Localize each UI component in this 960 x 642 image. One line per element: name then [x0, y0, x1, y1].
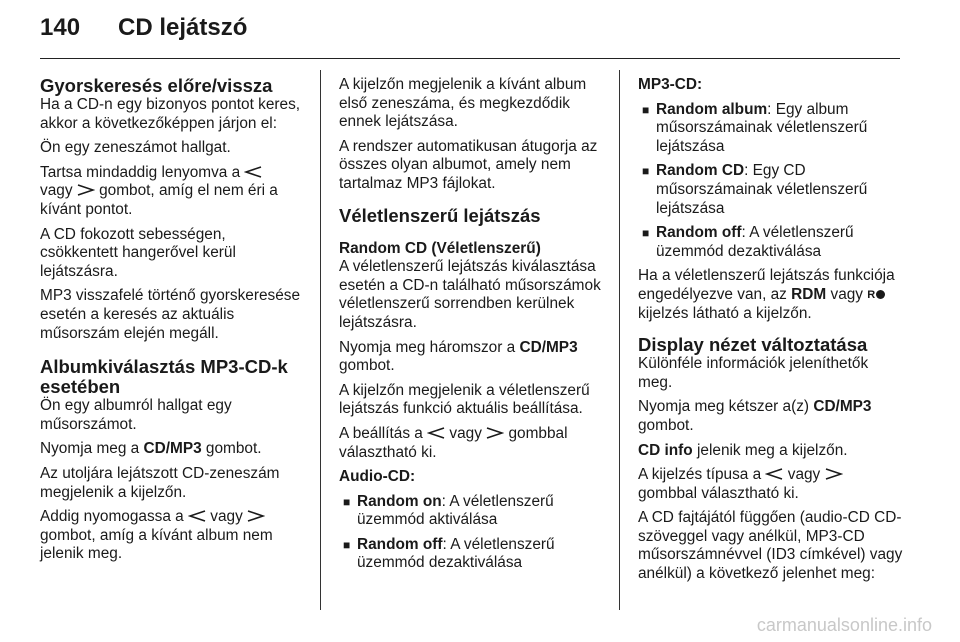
column-3: [638, 76, 906, 590]
paragraph: A kijelzőn megjelenik a véletlenszerű lejátszás funkció aktuális beállítása.: [339, 381, 590, 418]
paragraph: A kijelzés típusa a vagy gombbal választható ki.: [638, 466, 906, 503]
column-1: [40, 76, 306, 570]
watermark: carmanualsonline.info: [756, 615, 932, 635]
header-rule: [40, 58, 900, 59]
heading-album-select: Albumkiválasztás MP3-CD-k esetében: [40, 356, 288, 398]
heading-fast-search: Gyorskeresés előre/vissza: [40, 75, 273, 96]
subheading-mp3-cd: MP3-CD:: [638, 76, 703, 93]
seek-left-icon: [765, 468, 783, 480]
paragraph: CD info jelenik meg a kijelzőn.: [638, 441, 848, 459]
paragraph: A véletlenszerű lejátszás kiválasztása esetén a CD-n található műsorszámok véletlenszerű sorrendben kerülnek lejátszásra.: [339, 258, 601, 331]
bullet-square-icon: ■: [642, 226, 650, 241]
list-item: ■ Random CD: Egy CD műsorszámainak véletlenszerű lejátszása: [642, 162, 868, 217]
paragraph: Nyomja meg háromszor a CD/MP3 gombot.: [339, 338, 578, 375]
paragraph: A rendszer automatikusan átugorja az összes olyan albumot, amely nem tartalmaz MP3 fájlokat.: [339, 137, 598, 192]
paragraph: Ön egy albumról hallgat egy műsorszámot.: [40, 397, 232, 433]
paragraph: A kijelzőn megjelenik a kívánt album első zeneszáma, és megkezdődik ennek lejátszása.: [339, 76, 587, 131]
paragraph: Tartsa mindaddig lenyomva a vagy gombot, amíg el nem éri a kívánt pontot.: [40, 163, 278, 218]
paragraph: Ön egy zeneszámot hallgat.: [40, 139, 231, 157]
seek-right-icon: [486, 427, 504, 439]
list-item: ■ Random off: A véletlenszerű üzemmód dezaktiválása: [642, 224, 854, 260]
seek-left-icon: [427, 427, 445, 439]
bullet-square-icon: ■: [642, 102, 650, 117]
column-divider: [619, 70, 620, 610]
seek-left-icon: [188, 510, 206, 522]
column-2: [339, 76, 605, 579]
heading-display-view: Display nézet változtatása: [638, 334, 868, 356]
paragraph: Az utoljára lejátszott CD-zeneszám megjelenik a kijelzőn.: [40, 464, 280, 501]
page-number: 140: [40, 14, 81, 41]
paragraph: Ha a CD-n egy bizonyos pontot keres, akkor a következőképpen járjon el:: [40, 96, 301, 132]
paragraph: A beállítás a vagy gombbal választható ki.: [339, 424, 568, 461]
bullet-square-icon: ■: [343, 537, 351, 552]
list-item: ■ Random on: A véletlenszerű üzemmód aktiválása: [343, 492, 554, 529]
paragraph: Nyomja meg kétszer a(z) CD/MP3 gombot.: [638, 398, 872, 434]
subheading-random-cd: Random CD (Véletlenszerű): [339, 239, 541, 257]
paragraph: Ha a véletlenszerű lejátszás funkciója engedélyezve van, az RDM vagy R kijelzés látható a kijelzőn.: [638, 267, 895, 322]
random-symbol-icon: R: [867, 289, 885, 301]
heading-random-play: Véletlenszerű lejátszás: [339, 204, 541, 226]
column-divider: [320, 70, 321, 610]
page-title: CD lejátszó: [118, 14, 248, 41]
list-item: ■ Random album: Egy album műsorszámainak véletlenszerű lejátszása: [642, 100, 868, 155]
bullet-square-icon: ■: [343, 494, 351, 509]
seek-right-icon: [77, 184, 95, 196]
paragraph: Addig nyomogassa a vagy gombot, amíg a kívánt album nem jelenik meg.: [40, 508, 273, 563]
seek-right-icon: [825, 468, 843, 480]
page-header: [40, 14, 247, 42]
subheading-audio-cd: Audio-CD:: [339, 468, 416, 486]
seek-left-icon: [244, 166, 262, 178]
paragraph: A CD fajtájától függően (audio-CD CD-szöveggel vagy anélkül, MP3-CD műsorszámnévvel (ID3 címkével) vagy anélkül) a következő jelenhet meg:: [638, 509, 903, 583]
seek-right-icon: [247, 510, 265, 522]
paragraph: Különféle információk jeleníthetők meg.: [638, 355, 869, 391]
list-item: ■ Random off: A véletlenszerű üzemmód dezaktiválása: [343, 535, 555, 572]
paragraph: A CD fokozott sebességen, csökkentett hangerővel kerül lejátszásra.: [40, 225, 236, 280]
bullet-square-icon: ■: [642, 164, 650, 179]
paragraph: Nyomja meg a CD/MP3 gombot.: [40, 440, 262, 458]
paragraph: MP3 visszafelé történő gyorskeresése esetén a keresés az aktuális műsorszám elején megáll.: [40, 287, 301, 342]
